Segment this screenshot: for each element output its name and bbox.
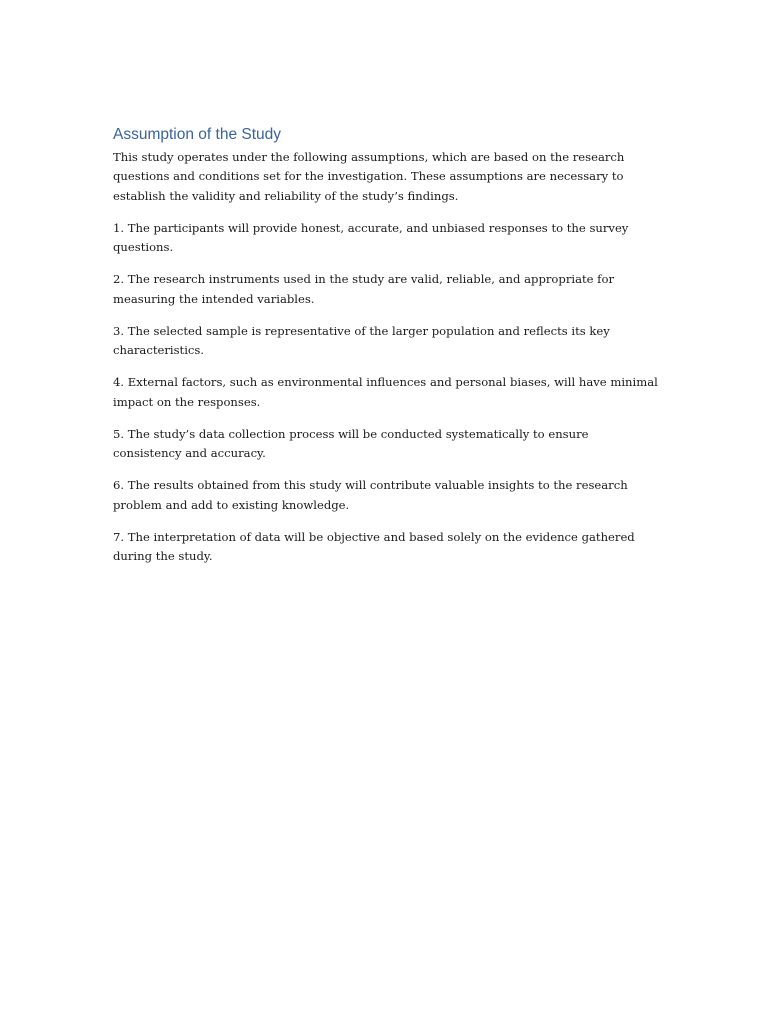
assumption-item-4: 4. External factors, such as environmental influences and personal biases, will have minimal impact on the responses. xyxy=(113,375,658,409)
intro-paragraph: This study operates under the following assumptions, which are based on the research questions and conditions set for the investigation. These assumptions are necessary to establish the validity and reliability of the study’s findings. xyxy=(113,150,625,203)
assumption-item-1: 1. The participants will provide honest, accurate, and unbiased responses to the survey questions. xyxy=(113,220,629,255)
document-body xyxy=(113,125,658,579)
assumption-item-2: 2. The research instruments used in the study are valid, reliable, and appropriate for measuring the intended variables. xyxy=(113,272,614,306)
assumption-item-7: 7. The interpretation of data will be objective and based solely on the evidence gathered during the study. xyxy=(113,529,635,564)
assumption-item-6: 6. The results obtained from this study will contribute valuable insights to the research problem and add to existing knowledge. xyxy=(113,478,628,512)
assumption-item-3: 3. The selected sample is representative of the larger population and reflects its key characteristics. xyxy=(113,323,610,358)
section-heading: Assumption of the Study xyxy=(113,126,282,143)
assumption-item-5: 5. The study’s data collection process will be conducted systematically to ensure consistency and accuracy. xyxy=(113,426,589,461)
